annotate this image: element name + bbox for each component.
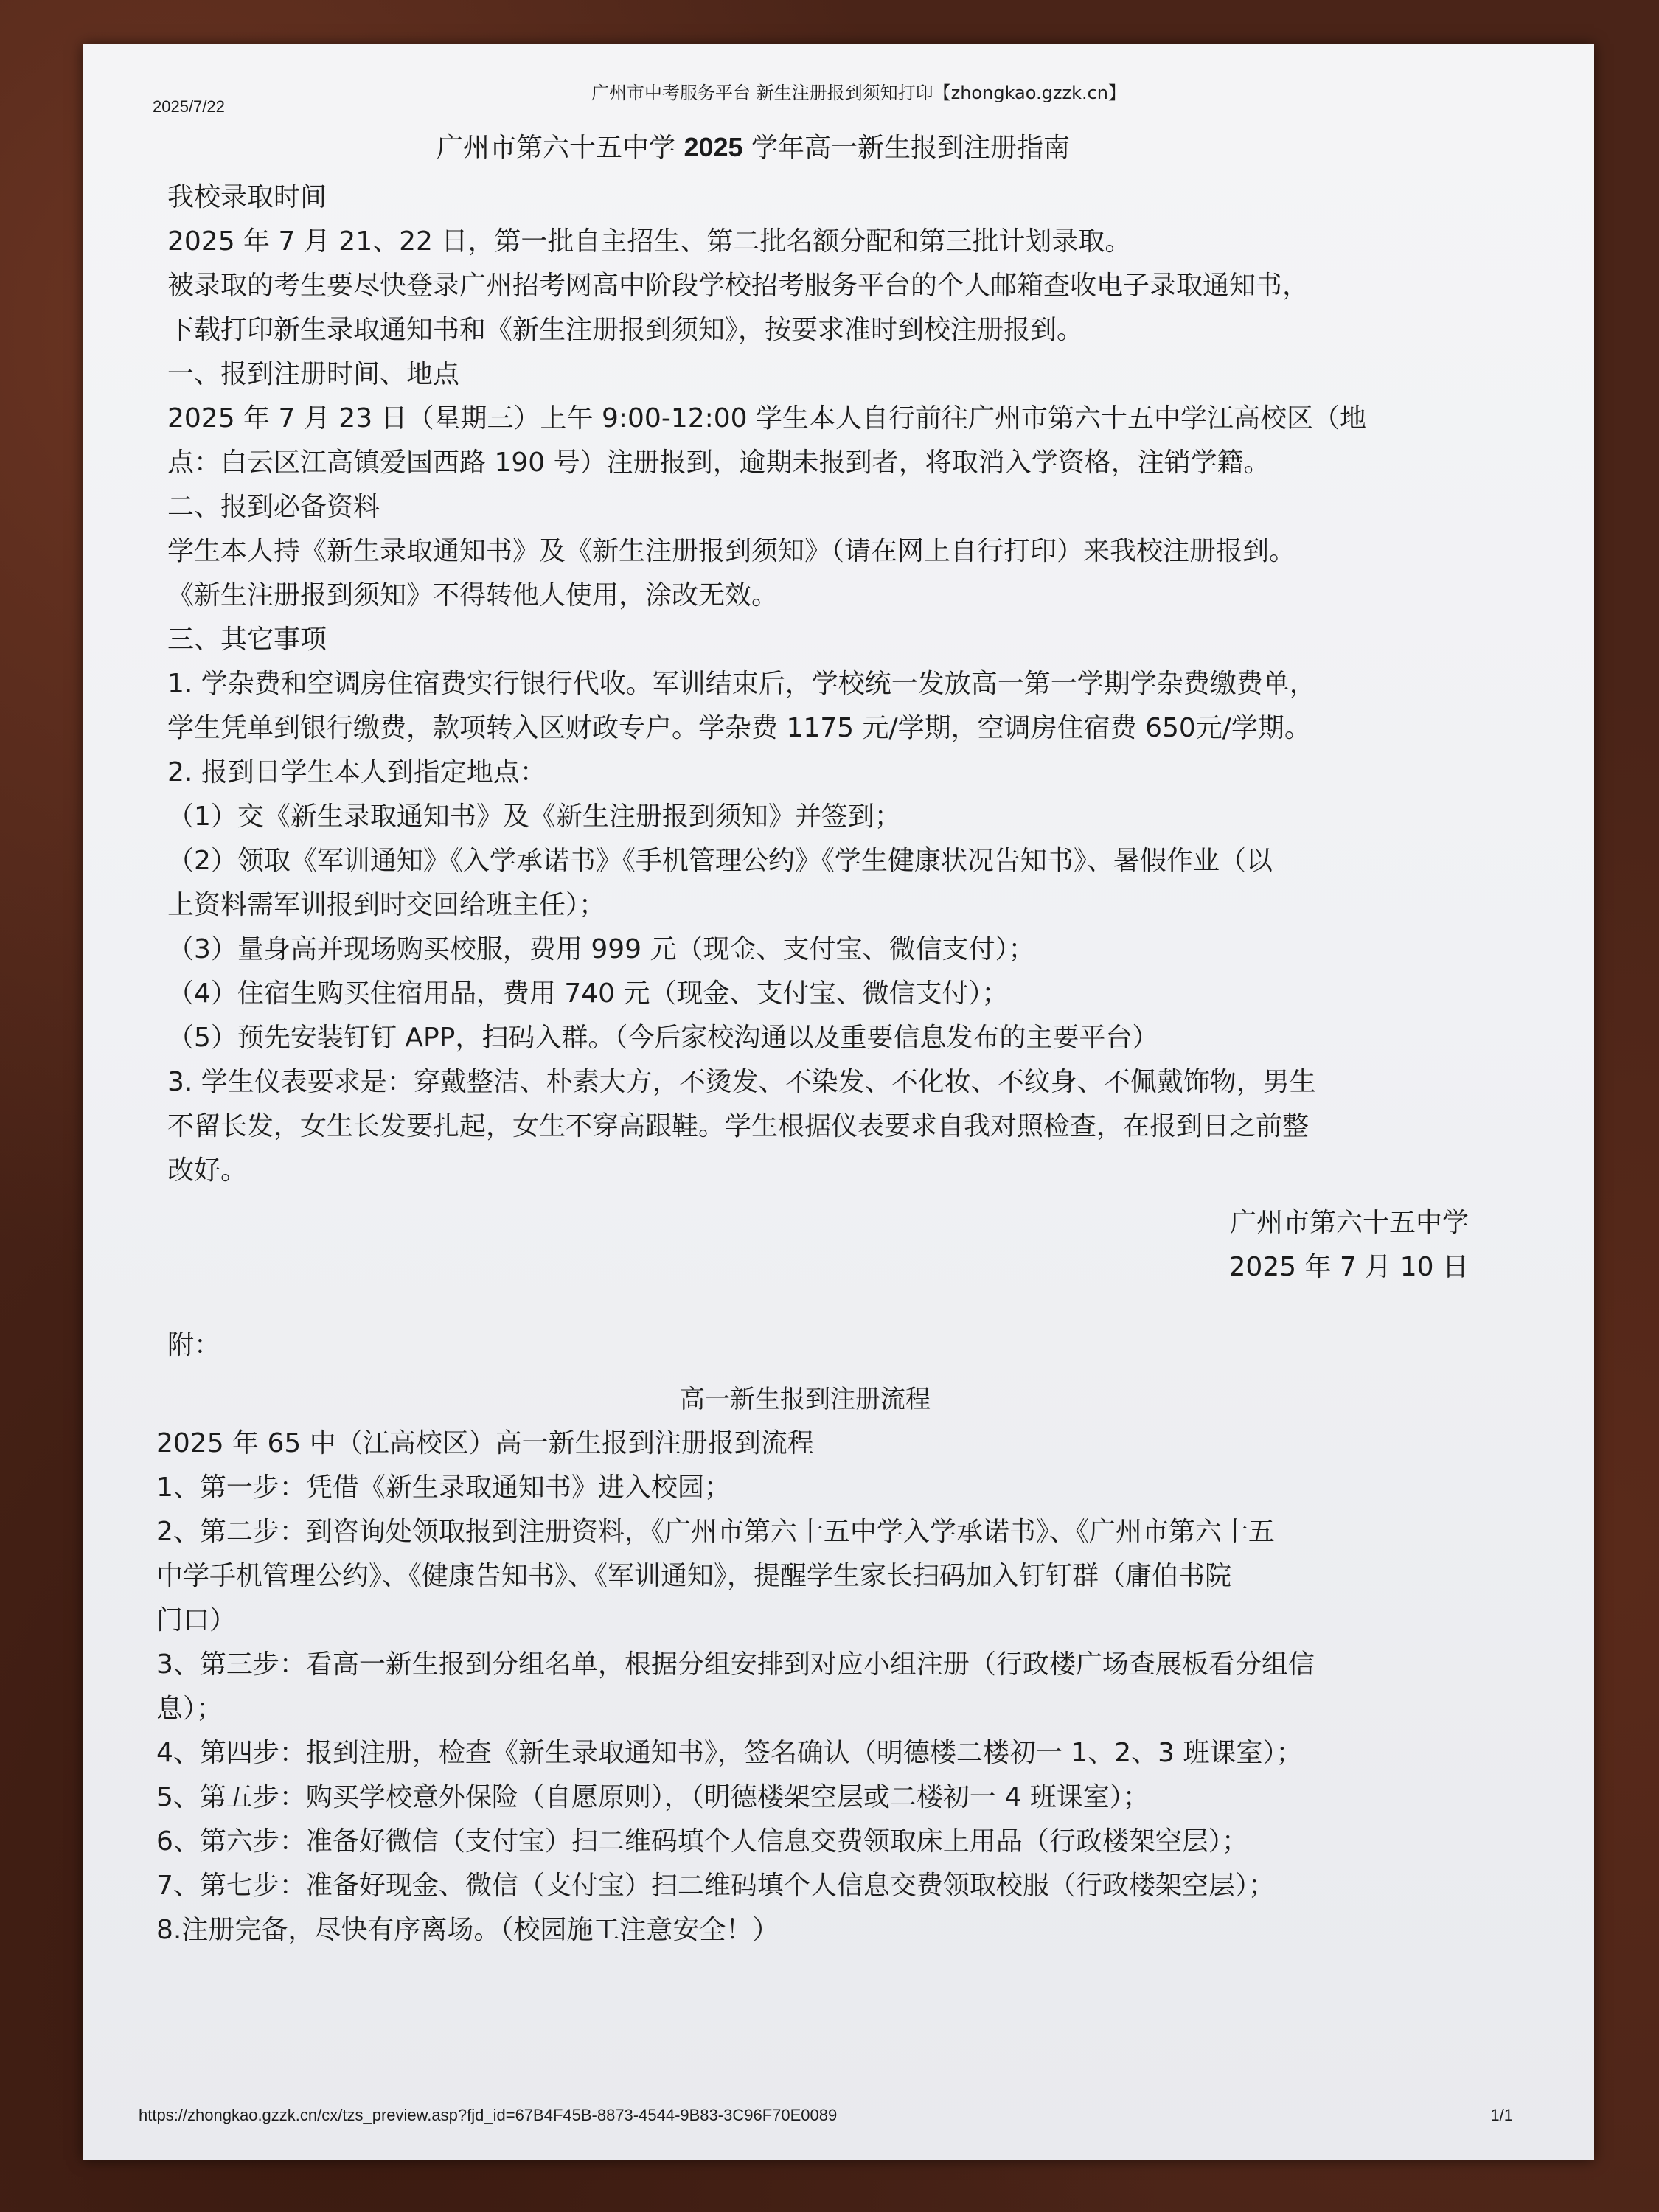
- footer-url: https://zhongkao.gzzk.cn/cx/tzs_preview.asp?fjd_id=67B4F45B-8873-4544-9B83-3C96F70E0089: [139, 2106, 838, 2124]
- body-line: 2. 报到日学生本人到指定地点：: [167, 757, 546, 787]
- flow-step: 中学手机管理公约》、《健康告知书》、《军训通知》，提醒学生家长扫码加入钉钉群（庸伯书院: [156, 1561, 1232, 1591]
- flow-step: 8.注册完备，尽快有序离场。（校园施工注意安全！）: [156, 1915, 779, 1945]
- list-item: （1）交《新生录取通知书》及《新生注册报到须知》并签到；: [167, 801, 901, 832]
- section-heading-3: 三、其它事项: [167, 625, 327, 655]
- body-line: 《新生注册报到须知》不得转他人使用，涂改无效。: [167, 580, 779, 611]
- list-item: 上资料需军训报到时交回给班主任）；: [167, 890, 606, 920]
- document-title: 广州市第六十五中学 2025 学年高一新生报到注册指南: [437, 132, 1070, 163]
- flow-step: 2、第二步：到咨询处领取报到注册资料，《广州市第六十五中学入学承诺书》、《广州市第六十五: [156, 1517, 1275, 1547]
- body-line: 下载打印新生录取通知书和《新生注册报到须知》，按要求准时到校注册报到。: [167, 315, 1084, 345]
- list-item: （5）预先安装钉钉 APP，扫码入群。（今后家校沟通以及重要信息发布的主要平台）: [167, 1023, 1159, 1053]
- section-heading-1: 一、报到注册时间、地点: [167, 359, 460, 389]
- body-line: 学生本人持《新生录取通知书》及《新生注册报到须知》（请在网上自行打印）来我校注册报到。: [167, 536, 1296, 566]
- list-item: （3）量身高并现场购买校服，费用 999 元（现金、支付宝、微信支付）；: [167, 934, 1035, 964]
- section-heading-2: 二、报到必备资料: [167, 492, 380, 522]
- section-admission-heading: 我校录取时间: [167, 182, 327, 212]
- body-line: 2025 年 7 月 21、22 日，第一批自主招生、第二批名额分配和第三批计划录取。: [167, 226, 1132, 257]
- flow-step: 4、第四步：报到注册，检查《新生录取通知书》，签名确认（明德楼二楼初一 1、2、3 班课室）；: [156, 1738, 1303, 1768]
- flow-step: 门口）: [156, 1605, 237, 1635]
- body-line: 被录取的考生要尽快登录广州招考网高中阶段学校招考服务平台的个人邮箱查收电子录取通知书，: [167, 271, 1310, 301]
- flow-step: 1、第一步：凭借《新生录取通知书》进入校园；: [156, 1472, 731, 1503]
- body-line: 2025 年 7 月 23 日（星期三）上午 9:00-12:00 学生本人自行前往广州市第六十五中学江高校区（地: [167, 403, 1367, 434]
- list-item: （2）领取《军训通知》《入学承诺书》《手机管理公约》《学生健康状况告知书》、暑假作业（以: [167, 846, 1273, 876]
- flow-line: 2025 年 65 中（江高校区）高一新生报到注册报到流程: [156, 1428, 814, 1458]
- appendix-label: 附：: [167, 1330, 221, 1360]
- signature-school: 广州市第六十五中学: [1229, 1208, 1469, 1238]
- flow-step: 5、第五步：购买学校意外保险（自愿原则），（明德楼架空层或二楼初一 4 班课室）；: [156, 1782, 1150, 1812]
- document-page: [83, 44, 1594, 2160]
- flow-step: 6、第六步：准备好微信（支付宝）扫二维码填个人信息交费领取床上用品（行政楼架空层）；: [156, 1826, 1248, 1857]
- body-line: 改好。: [167, 1155, 248, 1186]
- body-line: 不留长发，女生长发要扎起，女生不穿高跟鞋。学生根据仪表要求自我对照检查，在报到日之前整: [167, 1111, 1310, 1141]
- flow-step: 息）；: [156, 1694, 223, 1724]
- signature-date: 2025 年 7 月 10 日: [1228, 1252, 1469, 1282]
- body-line: 3. 学生仪表要求是：穿戴整洁、朴素大方，不烫发、不染发、不化妆、不纹身、不佩戴饰物，男生: [167, 1067, 1316, 1097]
- appendix-title: 高一新生报到注册流程: [680, 1385, 931, 1414]
- flow-step: 3、第三步：看高一新生报到分组名单，根据分组安排到对应小组注册（行政楼广场查展板看分组信: [156, 1649, 1315, 1680]
- body-line: 学生凭单到银行缴费，款项转入区财政专户。学杂费 1175 元/学期，空调房住宿费 650元/学期。: [167, 713, 1311, 743]
- flow-step: 7、第七步：准备好现金、微信（支付宝）扫二维码填个人信息交费领取校服（行政楼架空层）；: [156, 1871, 1275, 1901]
- print-source-header: 广州市中考服务平台 新生注册报到须知打印【zhongkao.gzzk.cn】: [591, 83, 1127, 103]
- body-line: 1. 学杂费和空调房住宿费实行银行代收。军训结束后，学校统一发放高一第一学期学杂费缴费单，: [167, 669, 1316, 699]
- list-item: （4）住宿生购买住宿用品，费用 740 元（现金、支付宝、微信支付）；: [167, 978, 1009, 1009]
- page-number: 1/1: [1490, 2106, 1513, 2124]
- body-line: 点：白云区江高镇爱国西路 190 号）注册报到，逾期未报到者，将取消入学资格，注销学籍。: [167, 448, 1270, 478]
- print-date: 2025/7/22: [153, 97, 225, 116]
